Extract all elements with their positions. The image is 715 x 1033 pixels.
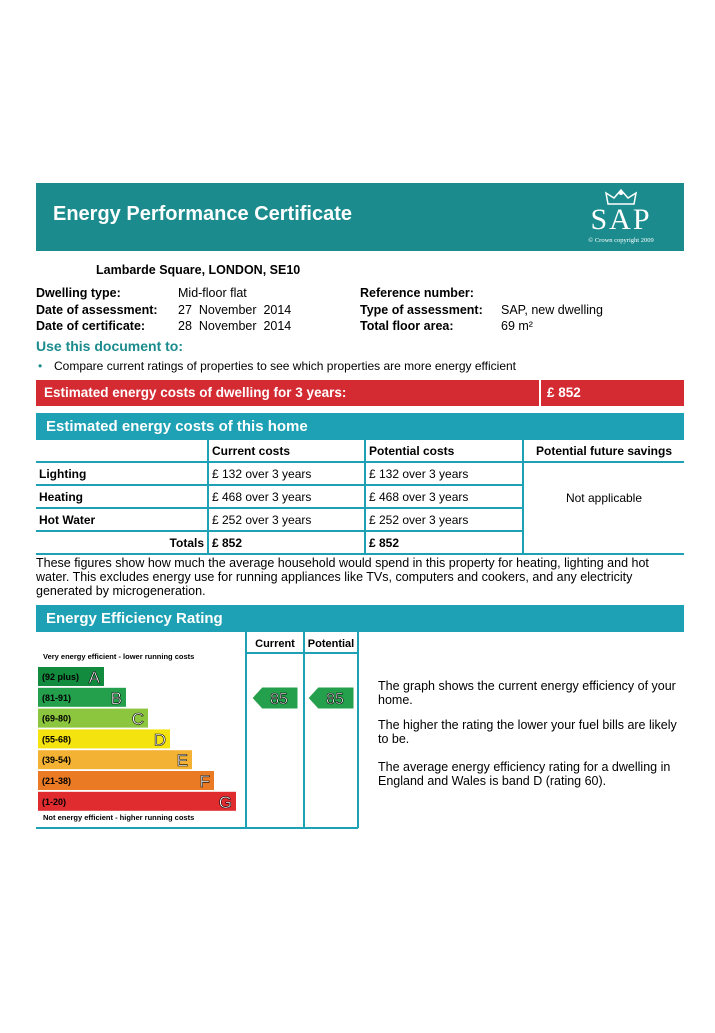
- row-current: £ 468 over 3 years: [208, 485, 365, 508]
- row-label: Heating: [36, 485, 208, 508]
- row-potential: £ 252 over 3 years: [365, 508, 523, 531]
- efficiency-rating-chart: [36, 632, 362, 832]
- costs-section-header: [36, 413, 684, 440]
- bullet-icon: •: [38, 359, 43, 373]
- table-header-potential: Potential costs: [365, 440, 523, 462]
- costs-explanation: These figures show how much the average household would spend in this property for heating, lighting and hot water. This excludes energy use for running appliances like TVs, computers and cookers, and any electricity generated by microgeneration.: [36, 556, 649, 598]
- certificate-header: [36, 183, 684, 251]
- table-row: [36, 462, 684, 485]
- estimated-costs-value: £ 852: [547, 385, 581, 400]
- totals-label: Totals: [36, 531, 208, 554]
- property-address: Lambarde Square, LONDON, SE10: [96, 263, 301, 277]
- row-current: £ 252 over 3 years: [208, 508, 365, 531]
- band-c-letter: C: [131, 709, 144, 729]
- savings-cell: Not applicable: [523, 462, 684, 554]
- table-header-row: [36, 440, 684, 462]
- band-g-letter: G: [218, 792, 232, 812]
- page-title: Energy Performance Certificate: [53, 203, 353, 225]
- band-c-range: (69-80): [42, 713, 72, 724]
- current-rating-value: 85: [270, 691, 288, 708]
- type-assessment-label: Type of assessment:: [360, 303, 483, 317]
- top-note: Very energy efficient - lower running costs: [43, 652, 195, 661]
- rating-bands: [38, 667, 236, 812]
- floor-area-value: 69 m²: [501, 319, 533, 333]
- sap-logo-text: SAP: [590, 203, 652, 236]
- band-f-range: (21-38): [42, 776, 72, 786]
- current-rating-arrow: [252, 687, 298, 709]
- dwelling-type-value: Mid-floor flat: [178, 286, 247, 300]
- rating-section-title: Energy Efficiency Rating: [46, 610, 223, 627]
- potential-rating-arrow: [308, 687, 354, 709]
- row-potential: £ 132 over 3 years: [365, 462, 523, 485]
- dwelling-type-label: Dwelling type:: [36, 286, 121, 300]
- rating-text-3: The average energy efficiency rating for a dwelling in England and Wales is band D (rating 60).: [378, 760, 671, 788]
- date-certificate-value: 28 November 2014: [178, 319, 292, 333]
- band-e-range: (39-54): [42, 755, 72, 766]
- use-document-title: Use this document to:: [36, 338, 184, 354]
- bottom-note: Not energy efficient - higher running costs: [43, 813, 195, 822]
- totals-current: £ 852: [208, 531, 365, 554]
- copyright-text: © Crown copyright 2009: [588, 237, 654, 244]
- row-potential: £ 468 over 3 years: [365, 485, 523, 508]
- reference-label: Reference number:: [360, 286, 474, 300]
- table-header-current: Current costs: [208, 440, 365, 462]
- row-label: Lighting: [36, 462, 208, 485]
- rating-text-1: The graph shows the current energy efficiency of your home.: [378, 679, 676, 707]
- potential-rating-value: 85: [326, 691, 344, 708]
- date-assessment-value: 27 November 2014: [178, 303, 292, 317]
- row-label: Hot Water: [36, 508, 208, 531]
- sap-logo: [576, 189, 666, 245]
- rating-text-2: The higher the rating the lower your fuel bills are likely to be.: [378, 718, 677, 746]
- use-document-bullet: Compare current ratings of properties to see which properties are more energy efficient: [54, 359, 517, 373]
- band-g-range: (1-20): [42, 796, 67, 807]
- table-header-savings: Potential future savings: [523, 440, 684, 462]
- estimated-costs-label: Estimated energy costs of dwelling for 3 years:: [44, 385, 347, 400]
- col-current-label: Current: [255, 638, 295, 650]
- band-g-bar: [38, 792, 236, 811]
- band-a-letter: A: [88, 668, 100, 687]
- floor-area-label: Total floor area:: [360, 319, 454, 333]
- costs-table: [36, 440, 684, 555]
- col-potential-label: Potential: [307, 638, 355, 650]
- rating-section-header: [36, 605, 684, 632]
- type-assessment-value: SAP, new dwelling: [501, 303, 603, 317]
- band-f-letter: F: [199, 772, 210, 791]
- date-assessment-label: Date of assessment:: [36, 303, 158, 317]
- band-b-letter: B: [110, 688, 122, 708]
- band-a-range: (92 plus): [42, 672, 80, 682]
- costs-section-title: Estimated energy costs of this home: [46, 418, 308, 435]
- band-d-letter: D: [153, 730, 166, 750]
- table-header-empty: [36, 440, 208, 462]
- estimated-costs-bar: [36, 380, 684, 406]
- band-d-range: (55-68): [42, 734, 72, 745]
- divider: [539, 380, 541, 406]
- totals-potential: £ 852: [365, 531, 523, 554]
- band-e-letter: E: [176, 751, 188, 771]
- date-certificate-label: Date of certificate:: [36, 319, 146, 333]
- band-b-range: (81-91): [42, 692, 72, 703]
- row-current: £ 132 over 3 years: [208, 462, 365, 485]
